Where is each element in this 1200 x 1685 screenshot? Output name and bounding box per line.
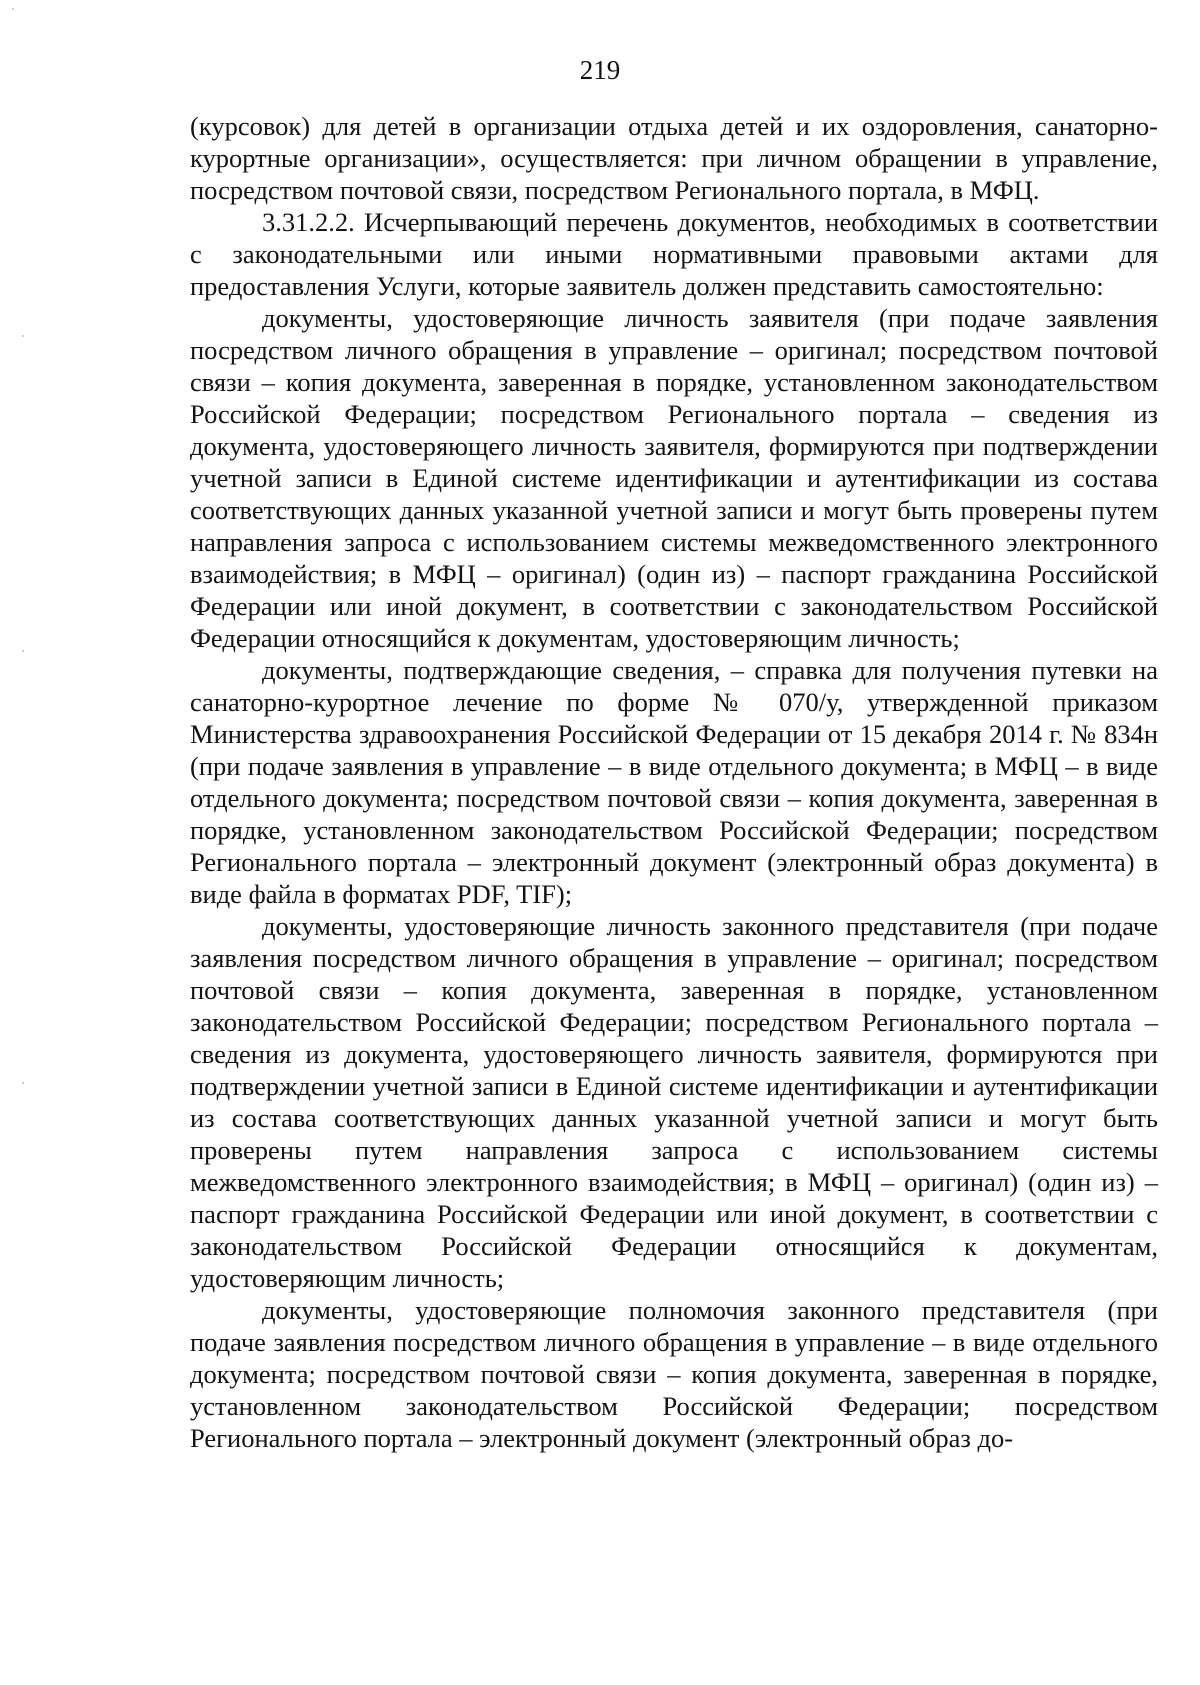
document-body [190, 110, 1158, 1454]
paragraph-representative-authority-documents: документы, удостоверяющие полномочия законного представителя (при подаче заявления посредством личного обращения в управление – в виде отдельного документа; посредством почтовой связи – копия документа, заверенная в порядке, установленном законодательством Российской Федерации; посредством Регионального портала – электронный документ (электронный образ до- [190, 1295, 1158, 1453]
scan-speck [22, 1082, 24, 1084]
paragraph-section-3-31-2-2: 3.31.2.2. Исчерпывающий перечень документов, необходимых в соответствии с законодательными или иными нормативными правовыми актами для предоставления Услуги, которые заявитель должен представить самостоятельно: [190, 207, 1158, 301]
paragraph-representative-identity-documents: документы, удостоверяющие личность законного представителя (при подаче заявления посредством личного обращения в управление – оригинал; посредством почтовой связи – копия документа, заверенная в порядке, установленном законодательством Российской Федерации; посредством Регионального портала – сведения из документа, удостоверяющего личность заявителя, формируются при подтверждении учетной записи в Единой системе идентификации и аутентификации из состава соответствующих данных указанной учетной записи и могут быть проверены путем направления запроса с использованием системы межведомственного электронного взаимодействия; в МФЦ – оригинал) (один из) – паспорт гражданина Российской Федерации или иной документ, в соответствии с законодательством Российской Федерации относящийся к документам, удостоверяющим личность; [190, 911, 1158, 1293]
scan-speck [12, 8, 14, 10]
page-number: 219 [579, 55, 621, 85]
scan-speck [22, 650, 24, 652]
paragraph-medical-certificate: документы, подтверждающие сведения, – справка для получения путевки на санаторно-курортное лечение по форме № 070/у, утвержденной приказом Министерства здравоохранения Российской Федерации от 15 декабря 2014 г. № 834н (при подаче заявления в управление – в виде отдельного документа; в МФЦ – в виде отдельного документа; посредством почтовой связи – копия документа, заверенная в порядке, установленном законодательством Российской Федерации; посредством Регионального портала – электронный документ (электронный образ документа) в виде файла в форматах PDF, TIF); [190, 655, 1158, 909]
scan-speck [22, 335, 24, 337]
paragraph-continuation: (курсовок) для детей в организации отдыха детей и их оздоровления, санаторно-курортные организации», осуществляется: при личном обращении в управление, посредством почтовой связи, посредством Регионального портала, в МФЦ. [190, 111, 1158, 205]
paragraph-applicant-identity-documents: документы, удостоверяющие личность заявителя (при подаче заявления посредством личного обращения в управление – оригинал; посредством почтовой связи – копия документа, заверенная в порядке, установленном законодательством Российской Федерации; посредством Регионального портала – сведения из документа, удостоверяющего личность заявителя, формируются при подтверждении учетной записи в Единой системе идентификации и аутентификации из состава соответствующих данных указанной учетной записи и могут быть проверены путем направления запроса с использованием системы межведомственного электронного взаимодействия; в МФЦ – оригинал) (один из) – паспорт гражданина Российской Федерации или иной документ, в соответствии с законодательством Российской Федерации относящийся к документам, удостоверяющим личность; [190, 303, 1158, 653]
